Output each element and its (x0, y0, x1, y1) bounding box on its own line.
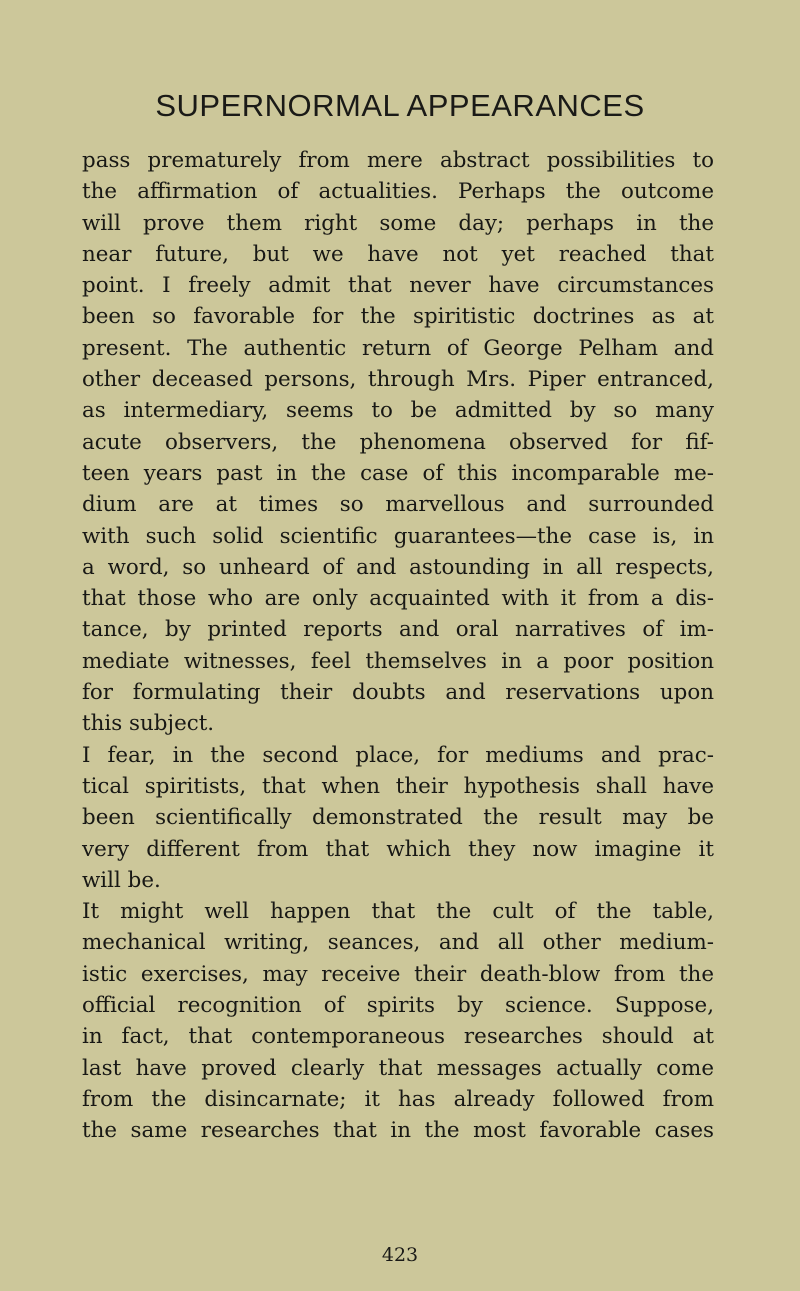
text-line: the same researches that in the most favorable cases (82, 1118, 714, 1144)
text-line: the affirmation of actualities. Perhaps the outcome (82, 179, 714, 205)
text-line: last have proved clearly that messages actually come (82, 1055, 714, 1081)
text-line: been so favorable for the spiritistic doctrines as at (82, 304, 714, 330)
text-line: will be. (82, 867, 161, 893)
text-line: that those who are only acquainted with it from a dis- (82, 586, 714, 612)
text-line: very different from that which they now imagine it (82, 836, 714, 862)
text-line: istic exercises, may receive their death-blow from the (82, 961, 714, 987)
text-line: point. I freely admit that never have circumstances (82, 273, 714, 299)
text-line: pass prematurely from mere abstract possibilities to (82, 148, 714, 173)
text-line: acute observers, the phenomena observed for fif- (82, 429, 714, 455)
text-line: I fear, in the second place, for mediums and prac- (82, 742, 714, 768)
body-text (82, 145, 714, 1147)
text-line: as intermediary, seems to be admitted by so many (82, 398, 714, 424)
text-line: tance, by printed reports and oral narratives of im- (82, 617, 714, 643)
text-line: been scientifically demonstrated the result may be (82, 805, 714, 831)
page-number: 423 (381, 1244, 419, 1266)
text-line: It might well happen that the cult of the table, (82, 899, 714, 925)
text-line: near future, but we have not yet reached that (82, 241, 714, 267)
running-head: SUPERNORMAL APPEARANCES (155, 88, 645, 123)
text-line: official recognition of spirits by science. Suppose, (82, 993, 714, 1019)
text-line: from the disincarnate; it has already followed from (82, 1086, 714, 1112)
text-line: with such solid scientific guarantees—the case is, in (82, 523, 714, 549)
text-line: for formulating their doubts and reservations upon (82, 680, 714, 706)
text-line: mediate witnesses, feel themselves in a poor position (82, 648, 714, 674)
text-line: teen years past in the case of this incomparable me- (82, 460, 714, 486)
text-line: present. The authentic return of George Pelham and (82, 335, 714, 361)
text-line: other deceased persons, through Mrs. Piper entranced, (82, 367, 714, 393)
text-line: dium are at times so marvellous and surrounded (82, 492, 714, 518)
text-line: a word, so unheard of and astounding in all respects, (82, 554, 714, 580)
text-line: mechanical writing, seances, and all other medium- (82, 930, 714, 956)
text-line: tical spiritists, that when their hypothesis shall have (82, 773, 714, 799)
text-line: in fact, that contemporaneous researches should at (82, 1024, 714, 1050)
text-line: will prove them right some day; perhaps in the (82, 210, 714, 236)
text-line: this subject. (82, 711, 215, 737)
